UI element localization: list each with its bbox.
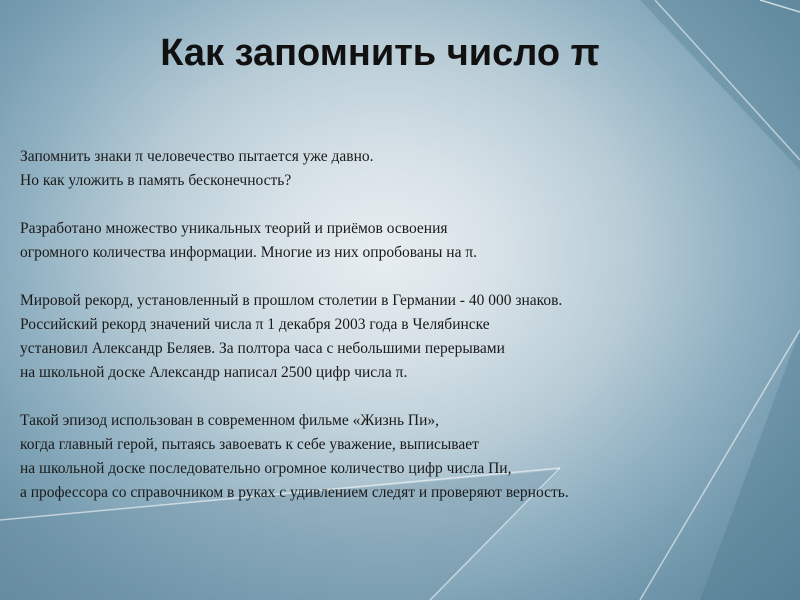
slide-body (20, 145, 780, 529)
text-line: Российский рекорд значений числа π 1 декабря 2003 года в Челябинске (20, 316, 490, 333)
paragraph (20, 217, 780, 265)
paragraph (20, 145, 780, 193)
text-line: на школьной доске последовательно огромное количество цифр числа Пи, (20, 460, 512, 477)
text-line: огромного количества информации. Многие из них опробованы на π. (20, 244, 478, 261)
text-line: Разработано множество уникальных теорий и приёмов освоения (20, 220, 448, 237)
text-line: когда главный герой, пытаясь завоевать к себе уважение, выписывает (20, 436, 479, 453)
text-line: установил Александр Беляев. За полтора часа с небольшими перерывами (20, 340, 505, 357)
paragraph (20, 409, 780, 505)
text-line: на школьной доске Александр написал 2500 цифр числа π. (20, 364, 408, 381)
text-line: Запомнить знаки π человечество пытается уже давно. (20, 148, 374, 165)
text-line: Такой эпизод использован в современном фильме «Жизнь Пи», (20, 412, 440, 429)
paragraph (20, 289, 780, 385)
slide-title: Как запомнить число π (160, 32, 600, 74)
text-line: Но как уложить в память бесконечность? (20, 172, 292, 189)
text-line: а профессора со справочником в руках с удивлением следят и проверяют верность. (20, 484, 569, 501)
text-line: Мировой рекорд, установленный в прошлом столетии в Германии - 40 000 знаков. (20, 292, 563, 309)
